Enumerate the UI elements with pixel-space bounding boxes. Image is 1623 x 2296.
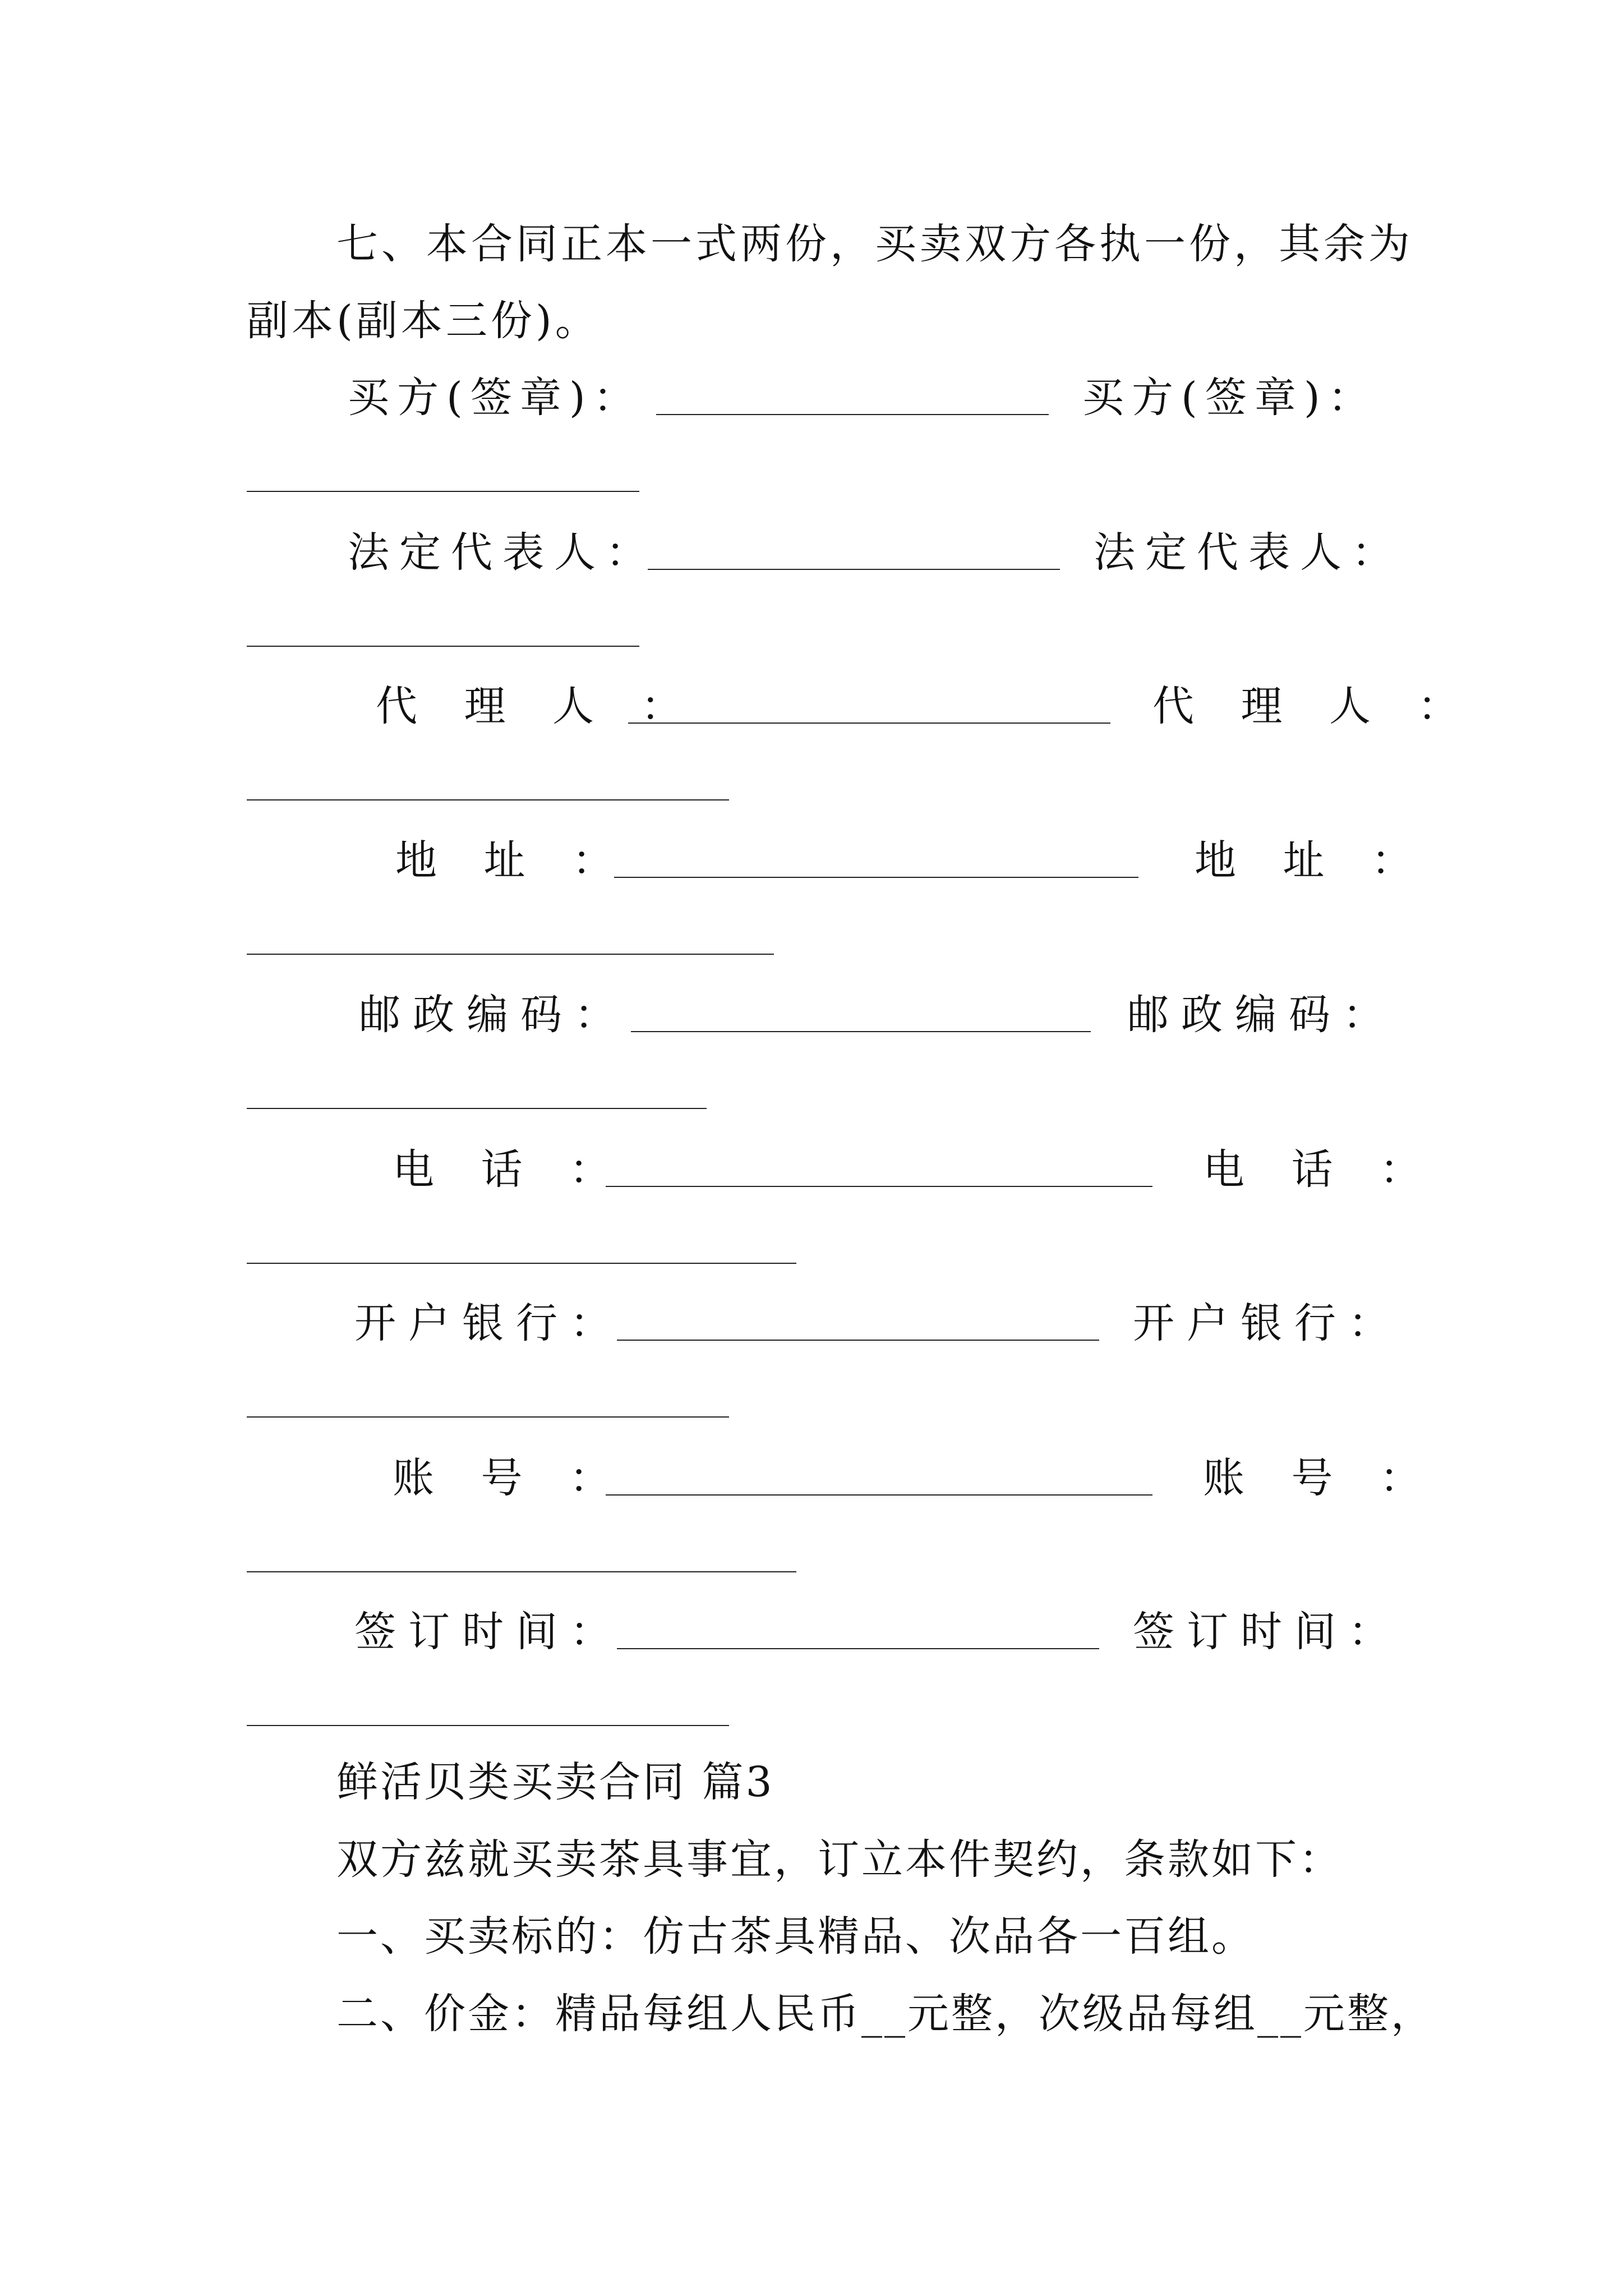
- sig-blank-account-left: [606, 1494, 1152, 1496]
- sig-blank-account-right: [247, 1571, 796, 1572]
- sig-right-label-signing-date: 签订时间：: [1133, 1608, 1402, 1656]
- sig-left-label-buyer: 买方(签章)：: [348, 374, 643, 422]
- sig-right-label-buyer: 买方(签章)：: [1082, 374, 1377, 422]
- sig-left-label-signing-date: 签订时间：: [354, 1608, 624, 1656]
- sig-blank-address-left: [614, 877, 1138, 878]
- sig-right-label-legal-rep: 法定代表人：: [1094, 528, 1403, 577]
- section3-clause2: 二、价金：精品每组人民币__元整，次级品每组__元整，: [336, 1990, 1435, 2038]
- sig-left-label-agent: 代 理 人 ：: [376, 682, 699, 730]
- paragraph-seven-line1: 七、本合同正本一式两份，买卖双方各执一份，其余为: [336, 220, 1413, 268]
- sig-right-label-address: 地 址 ：: [1195, 836, 1430, 885]
- section3-heading: 鲜活贝类买卖合同 篇3: [336, 1758, 774, 1806]
- sig-blank-bank-left: [617, 1340, 1099, 1341]
- sig-blank-signing-date-right: [247, 1725, 729, 1726]
- sig-blank-bank-right: [247, 1416, 729, 1418]
- sig-right-label-postal-code: 邮政编码：: [1127, 991, 1396, 1039]
- sig-blank-phone-right: [247, 1263, 796, 1264]
- sig-blank-agent-left: [628, 723, 1110, 724]
- sig-left-label-phone: 电 话 ：: [393, 1145, 628, 1194]
- section3-clause1: 一、买卖标的：仿古茶具精品、次品各一百组。: [336, 1912, 1255, 1961]
- sig-blank-agent-right: [247, 799, 729, 800]
- sig-left-label-legal-rep: 法定代表人：: [348, 528, 657, 577]
- sig-left-label-account: 账 号 ：: [393, 1454, 628, 1502]
- sig-blank-phone-left: [606, 1186, 1152, 1187]
- sig-blank-legal-rep-left: [648, 569, 1060, 570]
- section3-intro: 双方兹就买卖茶具事宜，订立本件契约，条款如下：: [336, 1835, 1343, 1884]
- sig-right-label-bank: 开户银行：: [1133, 1299, 1402, 1347]
- sig-blank-address-right: [247, 954, 774, 955]
- sig-blank-legal-rep-right: [247, 646, 639, 647]
- sig-left-label-bank: 开户银行：: [354, 1299, 624, 1347]
- sig-right-label-phone: 电 话 ：: [1203, 1145, 1438, 1194]
- sig-right-label-account: 账 号 ：: [1203, 1454, 1438, 1502]
- sig-left-label-address: 地 址 ：: [395, 836, 631, 885]
- sig-blank-postal-code-left: [631, 1031, 1091, 1032]
- sig-blank-postal-code-right: [247, 1108, 707, 1109]
- sig-right-label-agent: 代 理 人 ：: [1152, 682, 1476, 730]
- sig-blank-signing-date-left: [617, 1648, 1099, 1649]
- sig-blank-buyer-left: [656, 414, 1049, 415]
- sig-left-label-postal-code: 邮政编码：: [359, 991, 628, 1039]
- sig-blank-buyer-right: [247, 491, 639, 492]
- paragraph-seven-line2: 副本(副本三份)。: [247, 297, 600, 345]
